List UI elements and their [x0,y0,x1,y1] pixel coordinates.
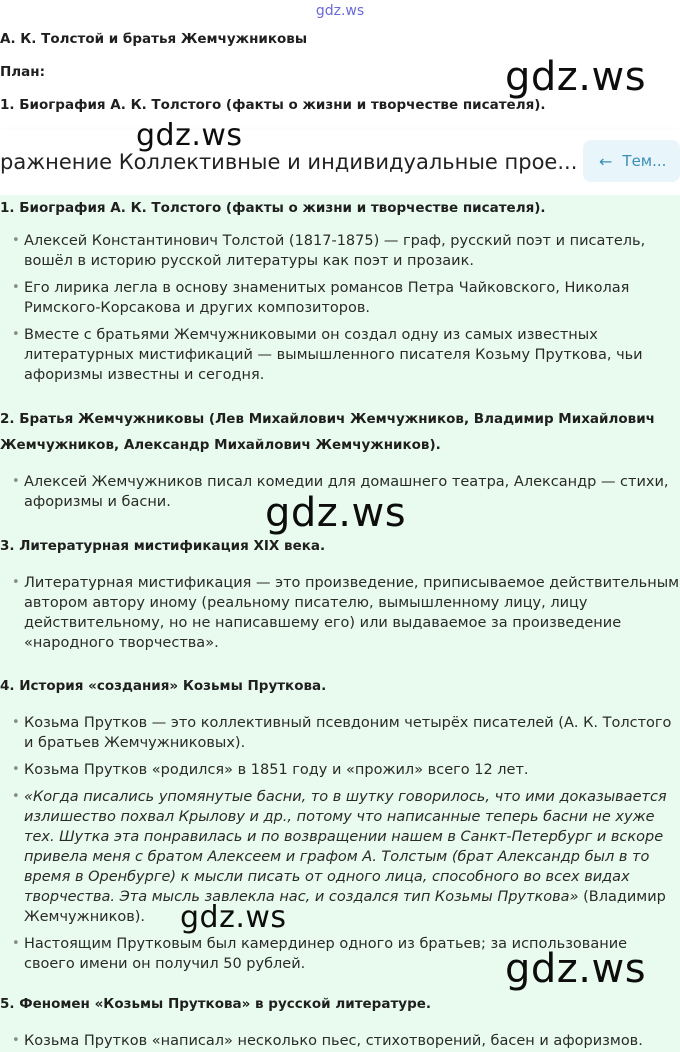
list-item: • Настоящим Прутковым был камердинер одного из братьев; за использование своего имени он получил 50 рублей. [0,934,680,974]
watermark: gdz.ws [505,946,647,992]
plan-point-1: 1. Биография А. К. Толстого (факты о жизни и творчестве писателя). [0,97,546,113]
list-item: • Козьма Прутков «родился» в 1851 году и «прожил» всего 12 лет. [0,760,680,780]
list-item: • Алексей Константинович Толстой (1817-1875) — граф, русский поэт и писатель, вошёл в историю русской литературы как поэт и прозаик. [0,231,680,271]
plan-label: План: [0,64,46,80]
watermark: gdz.ws [180,900,287,935]
answer-content [0,195,680,1052]
watermark: gdz.ws [136,118,243,153]
section-heading: 5. Феномен «Козьмы Пруткова» в русской литературе. [0,996,432,1012]
back-button-label: Тем... [622,152,667,170]
section-heading: 1. Биография А. К. Толстого (факты о жизни и творчестве писателя). [0,200,546,216]
list-item: • Его лирика легла в основу знаменитых романсов Петра Чайковского, Николая Римского-Корсакова и других композиторов. [0,278,680,318]
section-heading: 2. Братья Жемчужниковы (Лев Михайлович Жемчужников, Владимир Михайлович Жемчужников, Александр Михайлович Жемчужников). [0,411,655,453]
back-to-topic-button[interactable] [583,140,680,182]
section-1 [0,195,680,392]
doc-title: А. К. Толстой и братья Жемчужниковы [0,31,308,47]
section-heading: 4. История «создания» Козьмы Пруткова. [0,678,327,694]
list-item: • Алексей Жемчужников писал комедии для домашнего театра, Александр — стихи, афоризмы и басни. [0,472,680,512]
section-3 [0,533,680,660]
sticky-title: ражнение Коллективные и индивидуальные прое... [0,150,578,174]
section-4 [0,673,680,981]
section-heading: 3. Литературная мистификация XIX века. [0,538,326,554]
list-item: • Козьма Прутков — это коллективный псевдоним четырёх писателей (А. К. Толстого и братьев Жемчужниковых). [0,713,680,753]
section-5 [0,991,680,1052]
list-item: • Козьма Прутков «написал» несколько пьес, стихотворений, басен и афоризмов. [0,1031,680,1051]
watermark: gdz.ws [505,54,647,100]
watermark: gdz.ws [265,490,407,536]
arrow-left-icon: ← [599,151,613,171]
list-item: • Литературная мистификация — это произведение, приписываемое действительным автором автору иному (реальному писателю, вымышленному лицу, лицу действительному, но не написавшему его) или выдаваемое за произведение «народного творчества». [0,573,680,653]
list-item: • Вместе с братьями Жемчужниковыми он создал одну из самых известных литературных мистификаций — вымышленного писателя Козьму Пруткова, чьи афоризмы известны и сегодня. [0,325,680,385]
list-item-quote [0,787,680,927]
quote-attribution: (Владимир Жемчужников). [24,889,666,925]
quote-text: «Когда писались упомянутые басни, то в шутку говорилось, что ими доказывается излишество похвал Крылову и др., потому что написанные теперь басни не хуже тех. Шутка эта понравилась и по возвращении нашем в Санкт-Петербург и вскоре привела меня с братом Алексеем и графом А. Толстым (брат Александр был в то время в Оренбурге) к мысли писать от одного лица, способного во всех видах творчества. Эта мысль завлекла нас, и создался тип Козьмы Пруткова» [24,789,667,905]
site-name-top: gdz.ws [315,3,365,19]
